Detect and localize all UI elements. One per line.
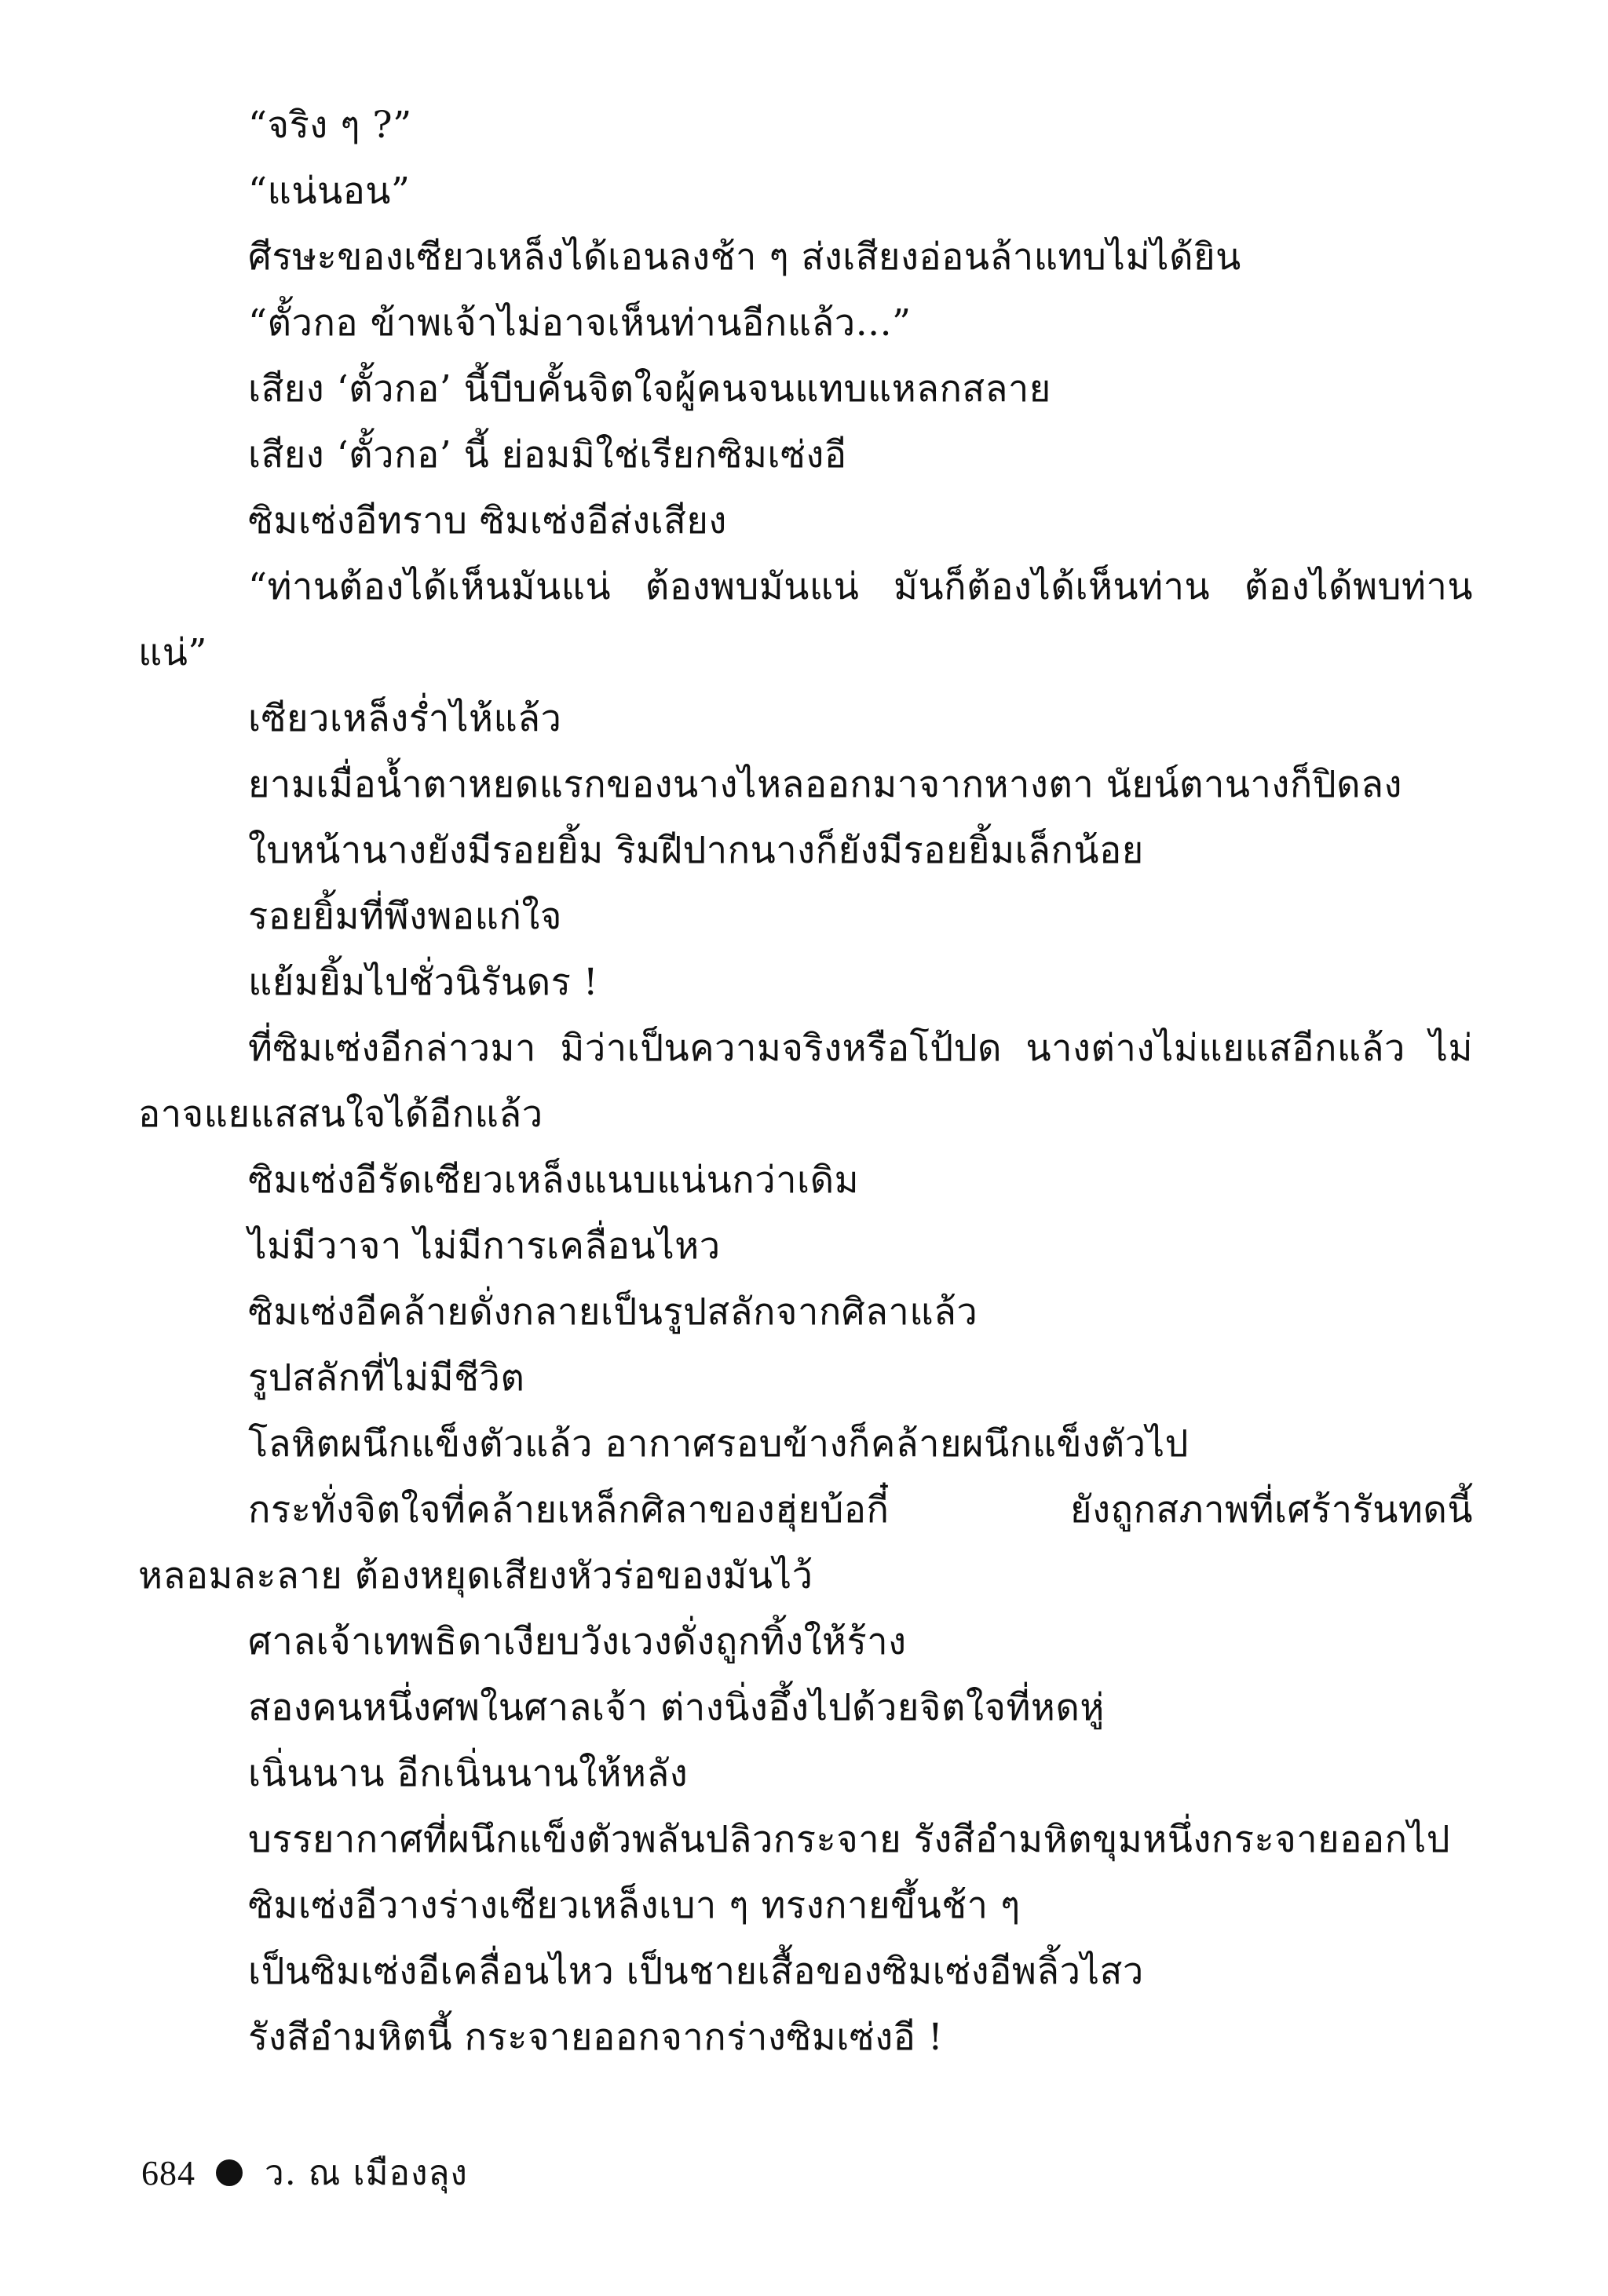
- paragraph: “จริง ๆ ?”: [248, 104, 412, 147]
- paragraph: ยามเมื่อน้ำตาหยดแรกของนางไหลออกมาจากหางตา นัยน์ตานางก็ปิดลง: [248, 763, 1402, 806]
- page-number: 684: [141, 2153, 196, 2192]
- paragraph: บรรยากาศที่ผนึกแข็งตัวพลันปลิวกระจาย รังสีอำมหิตขุมหนึ่งกระจายออกไป: [248, 1818, 1451, 1861]
- paragraph: รังสีอำมหิตนี้ กระจายออกจากร่างซิมเซ่งอี !: [248, 2016, 944, 2059]
- paragraph: สองคนหนึ่งศพในศาลเจ้า ต่างนิ่งอึ้งไปด้วยจิตใจที่หดหู่: [248, 1686, 1105, 1729]
- page-footer: [141, 2145, 468, 2200]
- paragraph: ซิมเซ่งอีวางร่างเซียวเหล็งเบา ๆ ทรงกายขึ้นช้า ๆ: [248, 1884, 1021, 1927]
- paragraph: เป็นซิมเซ่งอีเคลื่อนไหว เป็นชายเสื้อของซิมเซ่งอีพลิ้วไสว: [248, 1950, 1144, 1993]
- paragraph: โลหิตผนึกแข็งตัวแล้ว อากาศรอบข้างก็คล้ายผนึกแข็งตัวไป: [248, 1422, 1189, 1466]
- paragraph: ศาลเจ้าเทพธิดาเงียบวังเวงดั่งถูกทิ้งให้ร้าง: [248, 1620, 907, 1663]
- paragraph: ซิมเซ่งอีทราบ ซิมเซ่งอีส่งเสียง: [248, 499, 727, 542]
- paragraph: เสียง ‘ตั้วกอ’ นี้ ย่อมมิใช่เรียกซิมเซ่งอี: [248, 433, 847, 476]
- paragraph: ไม่มีวาจา ไม่มีการเคลื่อนไหว: [248, 1225, 721, 1268]
- paragraph: เสียง ‘ตั้วกอ’ นี้บีบคั้นจิตใจผู้คนจนแทบแหลกสลาย: [248, 367, 1051, 411]
- paragraph: กระทั่งจิตใจที่คล้ายเหล็กศิลาของฮุ่ยบ้อกี๋ ยังถูกสภาพที่เศร้ารันทดนี้หลอมละลาย ต้องหยุดเสียงหัวร่อของมันไว้: [138, 1488, 1473, 1597]
- paragraph: ซิมเซ่งอีรัดเซียวเหล็งแนบแน่นกว่าเดิม: [248, 1159, 860, 1202]
- paragraph: ศีรษะของเซียวเหล็งได้เอนลงช้า ๆ ส่งเสียงอ่อนล้าแทบไม่ได้ยิน: [248, 235, 1241, 279]
- paragraph: เซียวเหล็งร่ำไห้แล้ว: [248, 697, 562, 740]
- author-name: ว. ณ เมืองลุง: [265, 2153, 468, 2193]
- paragraph: รูปสลักที่ไม่มีชีวิต: [248, 1356, 525, 1400]
- paragraph: เนิ่นนาน อีกเนิ่นนานให้หลัง: [248, 1752, 689, 1795]
- paragraph: “ตั้วกอ ข้าพเจ้าไม่อาจเห็นท่านอีกแล้ว...”: [248, 301, 912, 345]
- paragraph: ใบหน้านางยังมีรอยยิ้ม ริมฝีปากนางก็ยังมีรอยยิ้มเล็กน้อย: [248, 829, 1144, 872]
- paragraph: “แน่นอน”: [248, 170, 411, 213]
- bullet-icon: [216, 2159, 243, 2186]
- page-body: [138, 93, 1473, 2071]
- paragraph: ซิมเซ่งอีคล้ายดั่งกลายเป็นรูปสลักจากศิลาแล้ว: [248, 1290, 978, 1334]
- paragraph: ที่ซิมเซ่งอีกล่าวมา มิว่าเป็นความจริงหรือโป้ปด นางต่างไม่แยแสอีกแล้ว ไม่อาจแยแสสนใจได้อีกแล้ว: [138, 1027, 1473, 1136]
- paragraph: แย้มยิ้มไปชั่วนิรันดร !: [248, 961, 599, 1004]
- paragraph: รอยยิ้มที่พึงพอแก่ใจ: [248, 895, 562, 938]
- paragraph: “ท่านต้องได้เห็นมันแน่ ต้องพบมันแน่ มันก็ต้องได้เห็นท่าน ต้องได้พบท่านแน่”: [138, 565, 1473, 674]
